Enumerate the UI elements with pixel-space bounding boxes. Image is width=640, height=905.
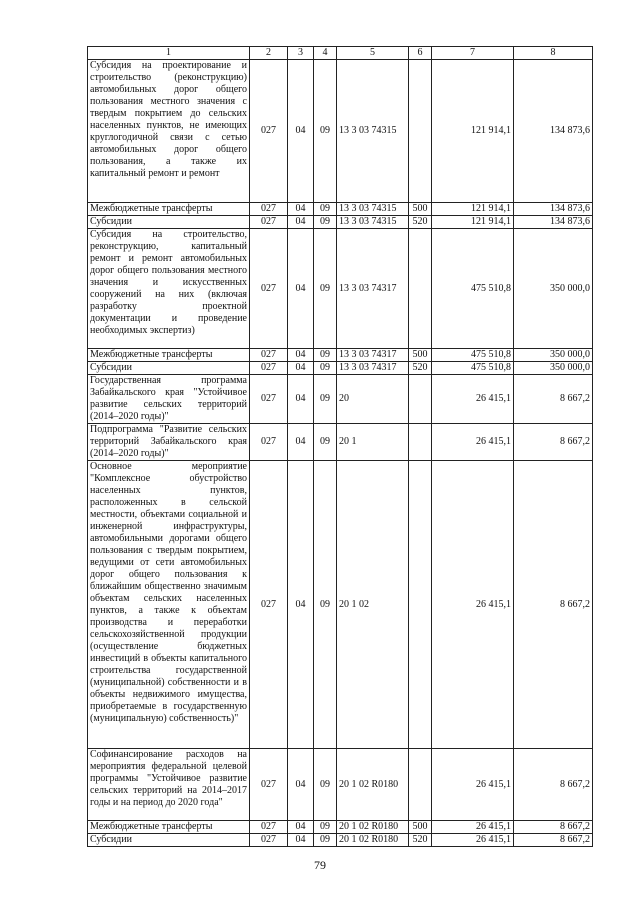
row-name-cell: Софинансирование расходов на мероприятия федеральной целевой программы "Устойчивое развитие сельских территорий на 2014–2017 годы и на период до 2020 года" bbox=[88, 749, 250, 821]
row-value-cell: 475 510,8 bbox=[432, 229, 514, 349]
row-value-cell: 09 bbox=[314, 834, 337, 847]
table-row bbox=[88, 60, 593, 203]
row-value-cell: 26 415,1 bbox=[432, 749, 514, 821]
row-value-cell: 04 bbox=[288, 60, 314, 203]
row-value-cell: 8 667,2 bbox=[514, 834, 593, 847]
row-value-cell: 475 510,8 bbox=[432, 362, 514, 375]
row-name-cell: Основное мероприятие "Комплексное обустройство населенных пунктов, расположенных в сельской местности, объектами социальной и инженерной инфраструктуры, автомобильными дорогами общего пользования с твердым покрытием, ведущими от сети автомобильных дорог общего пользования к ближайшим общественно значимым объектам сельских населенных пунктов, а также к объектам производства и переработки сельскохозяйственной продукции (осуществление бюджетных инвестиций в объекты капитального строительства государственной (муниципальной) собственности и в объекты недвижимого имущества, приобретаемые в государственную (муниципальную) собственность)" bbox=[88, 461, 250, 749]
row-name-cell: Межбюджетные трансферты bbox=[88, 349, 250, 362]
row-value-cell: 475 510,8 bbox=[432, 349, 514, 362]
row-value-cell: 04 bbox=[288, 424, 314, 461]
page-number: 79 bbox=[314, 858, 326, 872]
row-name-cell: Субсидии bbox=[88, 362, 250, 375]
row-value-cell: 26 415,1 bbox=[432, 424, 514, 461]
row-value-cell: 520 bbox=[409, 362, 432, 375]
table-row bbox=[88, 375, 593, 424]
row-value-cell: 8 667,2 bbox=[514, 424, 593, 461]
header-cell: 1 bbox=[88, 47, 250, 60]
row-value-cell: 8 667,2 bbox=[514, 461, 593, 749]
row-value-cell: 027 bbox=[250, 362, 288, 375]
row-value-cell: 027 bbox=[250, 375, 288, 424]
row-value-cell: 027 bbox=[250, 424, 288, 461]
row-value-cell: 20 1 02 R0180 bbox=[337, 834, 409, 847]
table-row bbox=[88, 749, 593, 821]
row-value-cell: 09 bbox=[314, 349, 337, 362]
row-value-cell: 027 bbox=[250, 821, 288, 834]
row-value-cell: 134 873,6 bbox=[514, 203, 593, 216]
row-value-cell: 13 3 03 74315 bbox=[337, 60, 409, 203]
header-cell: 6 bbox=[409, 47, 432, 60]
row-value-cell: 04 bbox=[288, 834, 314, 847]
row-name-cell: Субсидии bbox=[88, 834, 250, 847]
row-value-cell bbox=[409, 424, 432, 461]
header-row bbox=[88, 47, 593, 60]
row-value-cell bbox=[409, 229, 432, 349]
row-value-cell: 8 667,2 bbox=[514, 375, 593, 424]
row-value-cell: 13 3 03 74317 bbox=[337, 362, 409, 375]
table-row bbox=[88, 461, 593, 749]
row-value-cell bbox=[409, 375, 432, 424]
row-value-cell: 20 1 02 bbox=[337, 461, 409, 749]
row-value-cell: 520 bbox=[409, 834, 432, 847]
table-row bbox=[88, 424, 593, 461]
row-name-cell: Межбюджетные трансферты bbox=[88, 203, 250, 216]
row-value-cell bbox=[409, 60, 432, 203]
row-value-cell: 027 bbox=[250, 216, 288, 229]
row-value-cell: 26 415,1 bbox=[432, 834, 514, 847]
row-value-cell: 04 bbox=[288, 461, 314, 749]
header-cell: 3 bbox=[288, 47, 314, 60]
row-value-cell: 04 bbox=[288, 203, 314, 216]
table-row bbox=[88, 349, 593, 362]
row-value-cell bbox=[409, 461, 432, 749]
table-row bbox=[88, 229, 593, 349]
row-value-cell: 04 bbox=[288, 375, 314, 424]
row-value-cell: 13 3 03 74317 bbox=[337, 349, 409, 362]
header-cell: 2 bbox=[250, 47, 288, 60]
row-value-cell: 13 3 03 74315 bbox=[337, 216, 409, 229]
row-value-cell: 134 873,6 bbox=[514, 60, 593, 203]
row-name-cell: Межбюджетные трансферты bbox=[88, 821, 250, 834]
budget-table bbox=[87, 46, 593, 847]
row-value-cell: 09 bbox=[314, 461, 337, 749]
row-name-cell: Государственная программа Забайкальского края "Устойчивое развитие сельских территорий (2014–2020 годы)" bbox=[88, 375, 250, 424]
row-value-cell: 027 bbox=[250, 349, 288, 362]
row-value-cell: 04 bbox=[288, 821, 314, 834]
row-value-cell: 13 3 03 74317 bbox=[337, 229, 409, 349]
row-value-cell: 500 bbox=[409, 821, 432, 834]
row-value-cell: 027 bbox=[250, 60, 288, 203]
row-value-cell: 09 bbox=[314, 424, 337, 461]
row-value-cell: 027 bbox=[250, 834, 288, 847]
row-value-cell: 20 bbox=[337, 375, 409, 424]
row-value-cell: 350 000,0 bbox=[514, 349, 593, 362]
row-name-cell: Субсидия на проектирование и строительство (реконструкцию) автомобильных дорог общего пользования местного значения с твердым покрытием до сельских населенных пунктов, не имеющих круглогодичной связи с сетью автомобильных дорог общего пользования, а также их капитальный ремонт и ремонт bbox=[88, 60, 250, 203]
row-value-cell: 09 bbox=[314, 749, 337, 821]
header-cell: 5 bbox=[337, 47, 409, 60]
row-value-cell: 09 bbox=[314, 216, 337, 229]
row-value-cell: 09 bbox=[314, 375, 337, 424]
row-value-cell: 09 bbox=[314, 203, 337, 216]
row-value-cell: 027 bbox=[250, 203, 288, 216]
row-value-cell: 09 bbox=[314, 362, 337, 375]
row-value-cell bbox=[409, 749, 432, 821]
row-value-cell: 121 914,1 bbox=[432, 60, 514, 203]
row-value-cell: 8 667,2 bbox=[514, 821, 593, 834]
row-value-cell: 520 bbox=[409, 216, 432, 229]
table-row bbox=[88, 821, 593, 834]
row-name-cell: Субсидия на строительство, реконструкцию, капитальный ремонт и ремонт автомобильных дорог общего пользования местного значения и искусственных сооружений на них (включая разработку проектной документации и проведение необходимых экспертиз) bbox=[88, 229, 250, 349]
row-value-cell: 350 000,0 bbox=[514, 229, 593, 349]
row-value-cell: 09 bbox=[314, 821, 337, 834]
row-value-cell: 350 000,0 bbox=[514, 362, 593, 375]
row-value-cell: 500 bbox=[409, 349, 432, 362]
row-value-cell: 09 bbox=[314, 229, 337, 349]
row-value-cell: 134 873,6 bbox=[514, 216, 593, 229]
row-value-cell: 04 bbox=[288, 229, 314, 349]
row-value-cell: 8 667,2 bbox=[514, 749, 593, 821]
table-row bbox=[88, 834, 593, 847]
row-value-cell: 027 bbox=[250, 749, 288, 821]
row-value-cell: 26 415,1 bbox=[432, 375, 514, 424]
row-value-cell: 04 bbox=[288, 216, 314, 229]
header-cell: 8 bbox=[514, 47, 593, 60]
table-row bbox=[88, 216, 593, 229]
row-value-cell: 20 1 bbox=[337, 424, 409, 461]
row-value-cell: 121 914,1 bbox=[432, 216, 514, 229]
header-cell: 7 bbox=[432, 47, 514, 60]
row-value-cell: 04 bbox=[288, 362, 314, 375]
row-value-cell: 121 914,1 bbox=[432, 203, 514, 216]
row-name-cell: Подпрограмма "Развитие сельских территорий Забайкальского края (2014–2020 годы)" bbox=[88, 424, 250, 461]
row-value-cell: 027 bbox=[250, 461, 288, 749]
row-value-cell: 09 bbox=[314, 60, 337, 203]
table-row bbox=[88, 203, 593, 216]
row-value-cell: 13 3 03 74315 bbox=[337, 203, 409, 216]
row-value-cell: 500 bbox=[409, 203, 432, 216]
row-value-cell: 027 bbox=[250, 229, 288, 349]
row-value-cell: 26 415,1 bbox=[432, 461, 514, 749]
row-value-cell: 20 1 02 R0180 bbox=[337, 821, 409, 834]
row-value-cell: 04 bbox=[288, 749, 314, 821]
row-value-cell: 26 415,1 bbox=[432, 821, 514, 834]
table-row bbox=[88, 362, 593, 375]
row-name-cell: Субсидии bbox=[88, 216, 250, 229]
row-value-cell: 04 bbox=[288, 349, 314, 362]
header-cell: 4 bbox=[314, 47, 337, 60]
row-value-cell: 20 1 02 R0180 bbox=[337, 749, 409, 821]
